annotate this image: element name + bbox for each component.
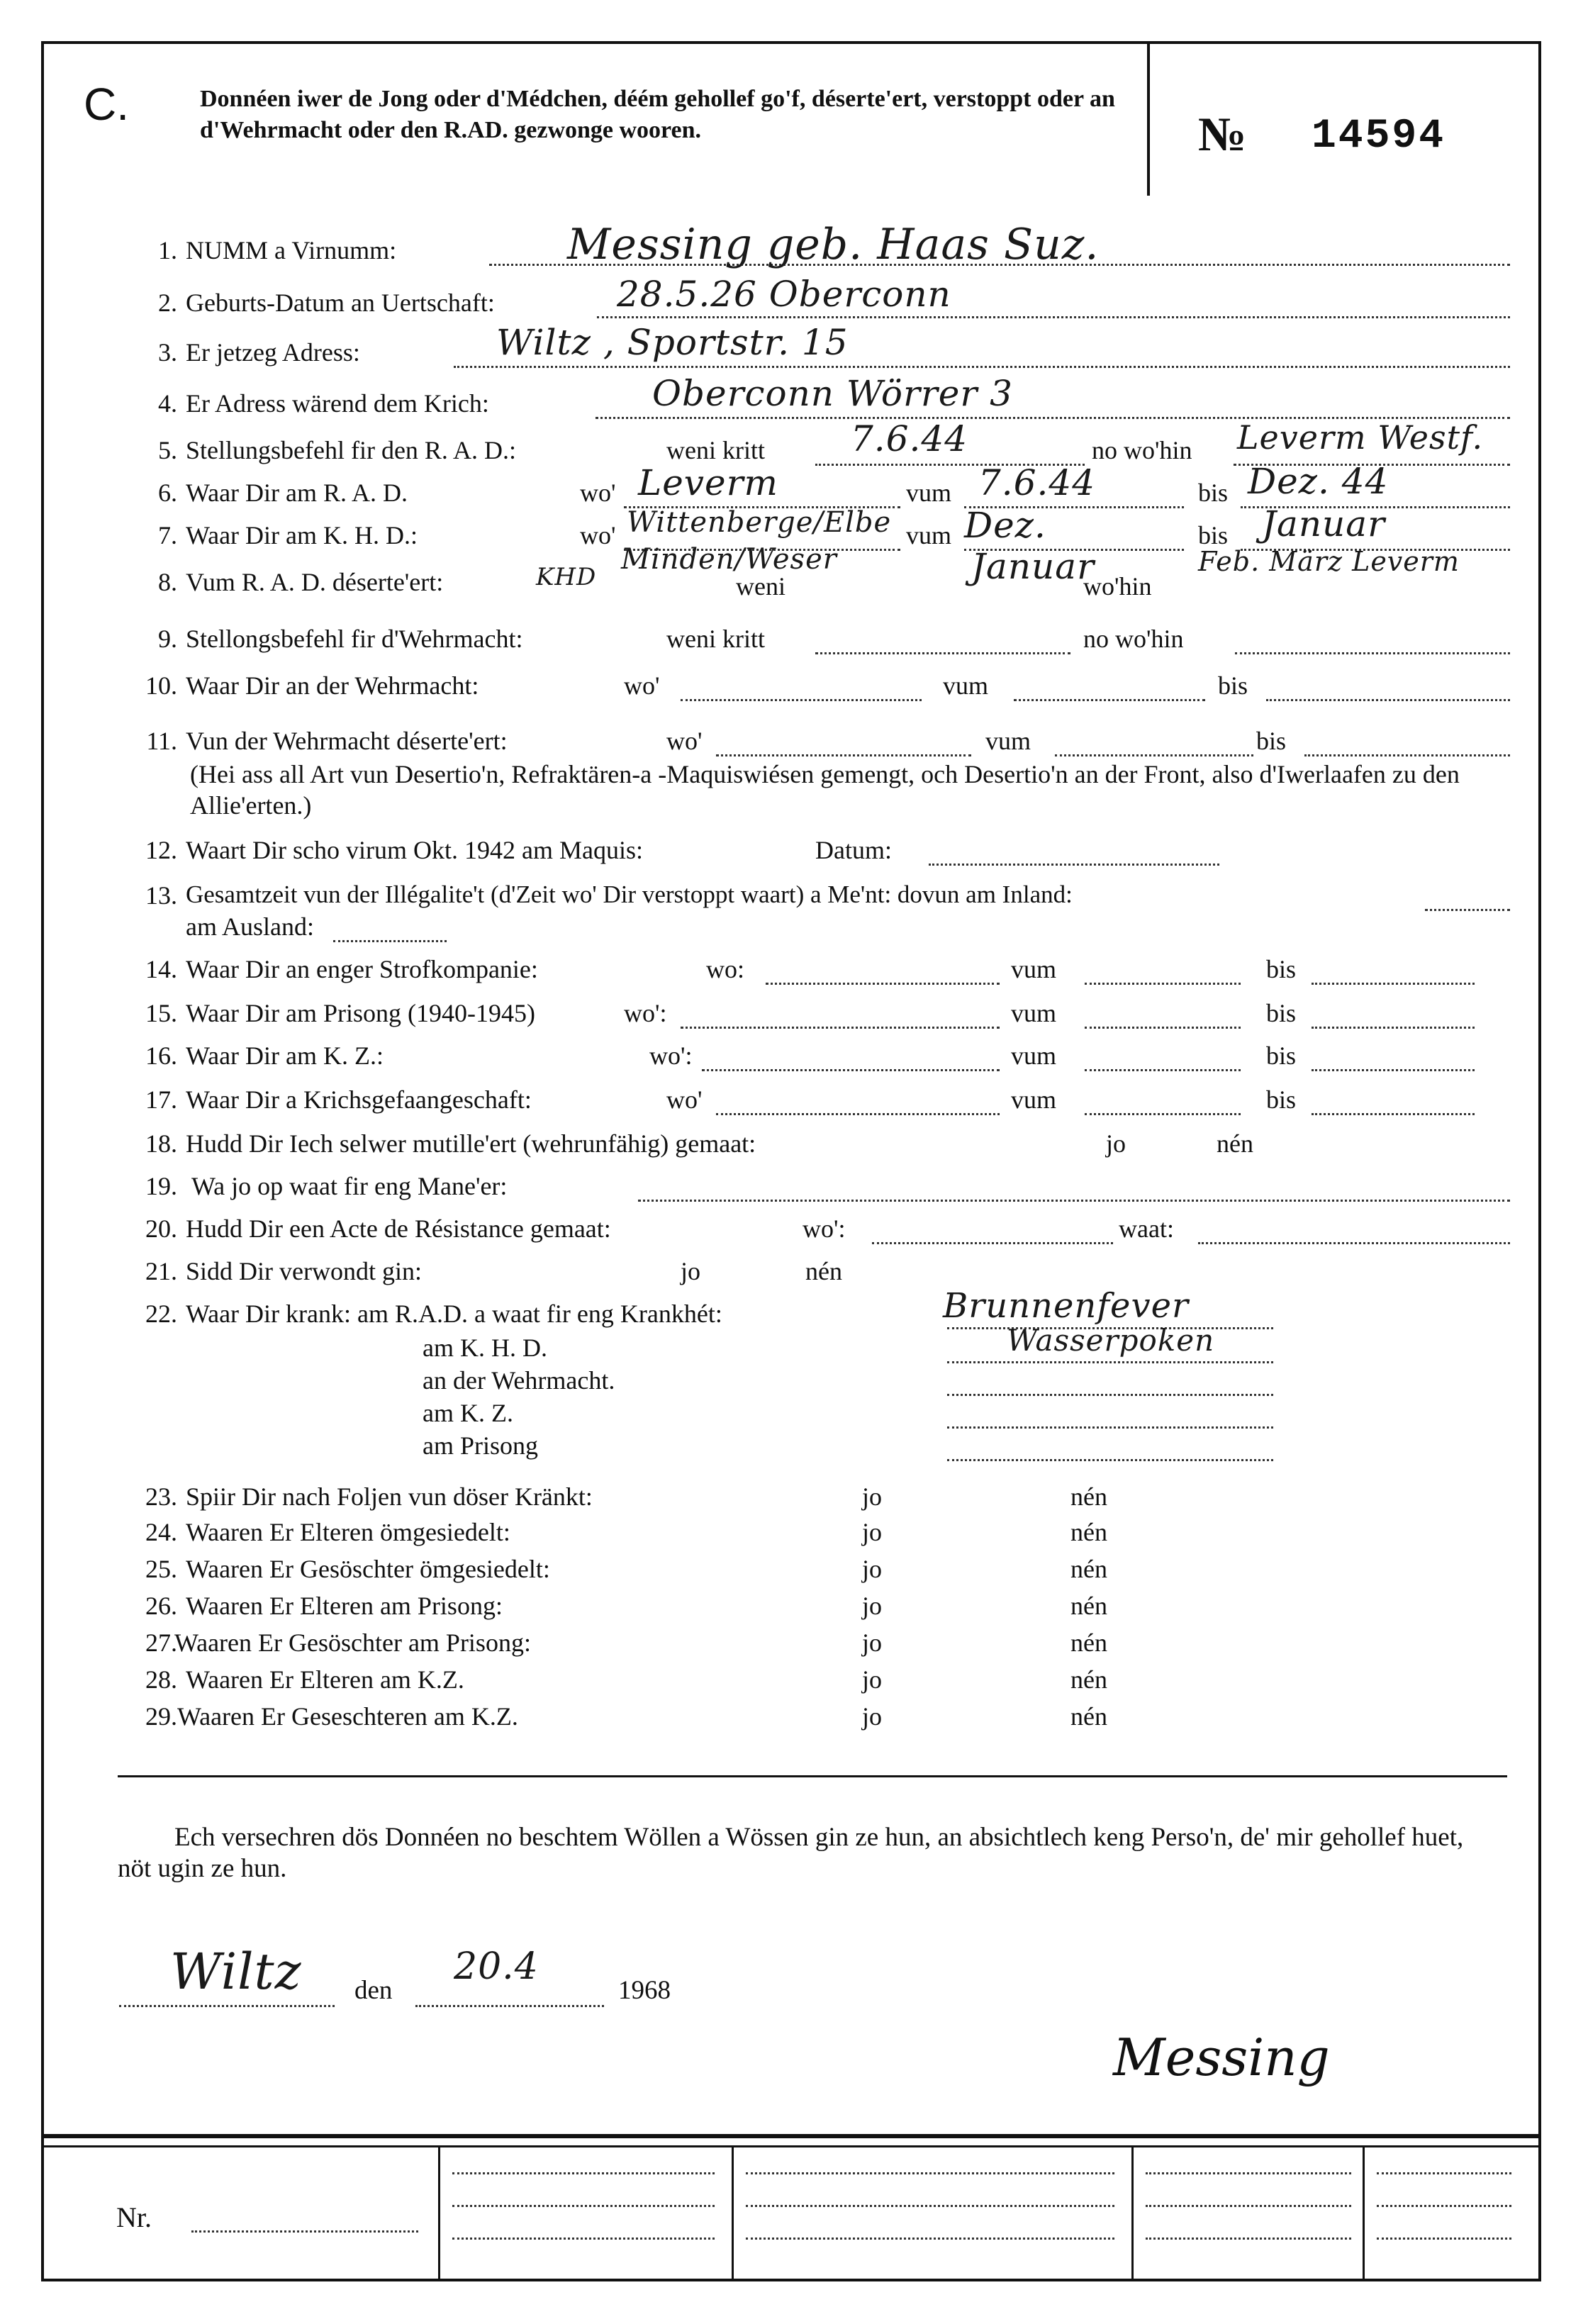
wo-label: wo' <box>666 727 703 755</box>
field-label: Stellungsbefehl fir den R. A. D.: <box>186 436 516 464</box>
nen-option[interactable]: nén <box>1070 1482 1107 1511</box>
declaration-text: Ech versechren dös Donnéen no beschtem Wöllen a Wössen gin ze hun, an absichtlech keng Perso'n, de' mir gehollef huet, nöt ugin ze hun. <box>118 1823 1464 1883</box>
vum-label: vum <box>1011 955 1057 983</box>
field-number: 9. <box>158 625 177 653</box>
signature: Messing <box>1113 2028 1330 2087</box>
wohin-label: no wo'hin <box>1092 436 1192 464</box>
waat-label: waat: <box>1119 1214 1174 1243</box>
field-label: Vun der Wehrmacht déserte'ert: <box>186 727 508 755</box>
field-label: Er Adress wärend dem Krich: <box>186 389 489 418</box>
form-number: 14594 <box>1312 113 1446 160</box>
bis-label: bis <box>1256 727 1287 755</box>
footer-line[interactable] <box>452 2205 715 2207</box>
field-label: Waar Dir an enger Strofkompanie: <box>186 955 538 983</box>
field-number: 7. <box>158 521 177 549</box>
vum-label: vum <box>985 727 1031 755</box>
bis-label: bis <box>1198 521 1229 549</box>
jo-option[interactable]: jo <box>862 1518 883 1546</box>
field-label: Er jetzeg Adress: <box>186 338 360 367</box>
field-number: 13. <box>145 881 177 910</box>
footer-col <box>438 2145 440 2281</box>
number-label: № <box>1198 107 1247 161</box>
nen-option[interactable]: nén <box>1217 1129 1253 1158</box>
field-number: 8. <box>158 568 177 596</box>
wohin-label: wo'hin <box>1083 572 1152 600</box>
handwritten-illness: Wasserpoken <box>1007 1323 1215 1358</box>
fill-line[interactable] <box>1085 1113 1241 1115</box>
section-letter: C. <box>84 79 129 130</box>
field-number: 20. <box>145 1214 177 1243</box>
field-number: 1. <box>158 236 177 264</box>
nen-option[interactable]: nén <box>1070 1665 1107 1694</box>
fill-line[interactable] <box>1312 1069 1475 1071</box>
field-label: Geburts-Datum an Uertschaft: <box>186 289 495 317</box>
vum-label: vum <box>906 521 952 549</box>
field-label: Gesamtzeit vun der Illégalite't (d'Zeit wo' Dir verstoppt waart) a Me'nt: dovun am Inland: <box>186 881 1073 908</box>
field-label: Hudd Dir een Acte de Résistance gemaat: <box>186 1214 611 1243</box>
wo-label: wo' <box>580 479 616 507</box>
nen-option[interactable]: nén <box>805 1257 842 1285</box>
footer-rule <box>44 2145 1538 2147</box>
handwritten-name: Messing geb. Haas Suz. <box>567 220 1100 269</box>
fill-line[interactable] <box>1198 1242 1510 1244</box>
field-label: Wa jo op waat fir eng Mane'er: <box>191 1172 508 1200</box>
desertion-note: (Hei ass all Art vun Desertio'n, Refraktären-a -Maquiswiésen gemengt, och Desertio'n an der Front, also d'Iwerlaafen zu den Allie'erten.) <box>190 760 1460 820</box>
fill-line[interactable] <box>1425 909 1510 911</box>
field-label: Waar Dir an der Wehrmacht: <box>186 671 479 700</box>
weni-label: weni kritt <box>666 625 765 653</box>
footer-line[interactable] <box>452 2172 715 2174</box>
field-label: Waaren Er Elteren ömgesiedelt: <box>186 1518 510 1546</box>
nen-option[interactable]: nén <box>1070 1629 1107 1657</box>
field-label: Waar Dir am K. H. D.: <box>186 521 418 549</box>
field-number: 2. <box>158 289 177 317</box>
weni-label: weni kritt <box>666 436 765 464</box>
sub-label: an der Wehrmacht. <box>423 1366 615 1395</box>
fill-line[interactable] <box>454 366 1510 368</box>
wohin-label: no wo'hin <box>1083 625 1184 653</box>
field-label: Waaren Er Elteren am K.Z. <box>186 1665 464 1694</box>
wo-label: wo' <box>666 1085 703 1114</box>
field-label: Waart Dir scho virum Okt. 1942 am Maquis: <box>186 836 643 864</box>
footer-top-rule <box>44 2134 1538 2138</box>
handwritten-illness: Brunnenfever <box>943 1286 1189 1326</box>
handwritten-address: Wiltz , Sportstr. 15 <box>496 322 849 363</box>
footer-line[interactable] <box>452 2238 715 2240</box>
field-number: 19. <box>145 1172 177 1200</box>
den-label: den <box>354 1976 393 2005</box>
bis-label: bis <box>1266 999 1297 1027</box>
footer-col <box>732 2145 734 2281</box>
field-number: 18. <box>145 1129 177 1158</box>
handwritten-place: Leverm Westf. <box>1237 418 1484 457</box>
fill-line[interactable] <box>716 1113 1000 1115</box>
divider <box>118 1775 1507 1777</box>
field-label: Waaren Er Gesöschter ömgesiedelt: <box>186 1555 550 1583</box>
wo-label: wo' <box>624 671 660 700</box>
nen-option[interactable]: nén <box>1070 1555 1107 1583</box>
place-line[interactable] <box>119 2005 335 2007</box>
field-label: Waar Dir am R. A. D. <box>186 479 408 507</box>
nr-line[interactable] <box>191 2230 418 2233</box>
field-label: Vum R. A. D. déserte'ert: <box>186 568 444 596</box>
field-number: 5. <box>158 436 177 464</box>
field-number: 6. <box>158 479 177 507</box>
jo-option[interactable]: jo <box>862 1555 883 1583</box>
fill-line[interactable] <box>716 754 971 756</box>
field-number: 15. <box>145 999 177 1027</box>
field-number: 4. <box>158 389 177 418</box>
handwritten-place: Feb. März Leverm <box>1198 546 1460 577</box>
date-line[interactable] <box>415 2005 604 2007</box>
vum-label: vum <box>1011 999 1057 1027</box>
footer-line[interactable] <box>1377 2205 1511 2207</box>
field-number: 21. <box>145 1257 177 1285</box>
sub-label: am K. Z. <box>423 1399 513 1427</box>
jo-option[interactable]: jo <box>862 1592 883 1620</box>
handwritten-place: Leverm <box>638 462 778 503</box>
field-label: Waar Dir krank: am R.A.D. a waat fir eng Krankhét: <box>186 1300 722 1328</box>
footer-line[interactable] <box>746 2172 1114 2174</box>
nen-option[interactable]: nén <box>1070 1702 1107 1731</box>
fill-line[interactable] <box>702 1069 1000 1071</box>
footer-col <box>1363 2145 1365 2281</box>
handwritten-place: Wiltz <box>170 1943 302 2001</box>
vum-label: vum <box>943 671 989 700</box>
vum-label: vum <box>1011 1085 1057 1114</box>
wo-label: wo' <box>580 521 616 549</box>
field-number: 24. <box>145 1518 177 1546</box>
handwritten-date: Januar <box>971 546 1095 587</box>
bis-label: bis <box>1266 1041 1297 1070</box>
wo-label: wo': <box>649 1041 693 1070</box>
field-number: 28. <box>145 1665 177 1694</box>
fill-line[interactable] <box>872 1242 1113 1244</box>
field-number: 3. <box>158 338 177 367</box>
field-number: 27. <box>145 1629 177 1657</box>
fill-line[interactable] <box>1312 1027 1475 1029</box>
datum-label: Datum: <box>815 836 892 864</box>
field-number: 26. <box>145 1592 177 1620</box>
handwritten-birth: 28.5.26 Oberconn <box>617 274 951 315</box>
bis-label: bis <box>1198 479 1229 507</box>
footer-col <box>1131 2145 1134 2281</box>
wo-label: wo': <box>624 999 667 1027</box>
field-label: Waaren Er Geseschteren am K.Z. <box>177 1702 518 1731</box>
field-number: 23. <box>145 1482 177 1511</box>
handwritten-place: Wittenberge/Elbe <box>627 506 892 539</box>
nen-option[interactable]: nén <box>1070 1592 1107 1620</box>
fill-line[interactable] <box>947 1394 1273 1396</box>
field-label: Waaren Er Gesöschter am Prisong: <box>174 1629 531 1657</box>
fill-line[interactable] <box>1312 983 1475 985</box>
fill-line[interactable] <box>681 1027 1000 1029</box>
handwritten-date: 7.6.44 <box>978 462 1096 503</box>
handwritten-date: Januar <box>1262 503 1385 544</box>
jo-option[interactable]: jo <box>681 1257 701 1285</box>
handwritten-date: Dez. 44 <box>1248 461 1389 502</box>
field-label: Waar Dir am Prisong (1940-1945) <box>186 999 535 1027</box>
bis-label: bis <box>1266 1085 1297 1114</box>
field-label: Sidd Dir verwondt gin: <box>186 1257 422 1285</box>
jo-option[interactable]: jo <box>862 1629 883 1657</box>
footer-line[interactable] <box>1377 2238 1511 2240</box>
fill-line[interactable] <box>1085 1069 1241 1071</box>
footer-line[interactable] <box>1146 2172 1351 2174</box>
wo-label: wo': <box>803 1214 846 1243</box>
fill-line[interactable] <box>1085 983 1241 985</box>
field-number: 16. <box>145 1041 177 1070</box>
handwritten-place: Minden/Weser <box>621 543 837 576</box>
jo-option[interactable]: jo <box>862 1482 883 1511</box>
year: 1968 <box>618 1976 671 2005</box>
handwritten-note: KHD <box>536 563 597 591</box>
fill-line[interactable] <box>947 1426 1273 1429</box>
footer-line[interactable] <box>746 2205 1114 2207</box>
fill-line[interactable] <box>1304 754 1510 756</box>
fill-line[interactable] <box>1266 699 1510 701</box>
handwritten-war-address: Oberconn Wörrer 3 <box>652 373 1013 414</box>
weni-label: weni <box>736 572 785 600</box>
field-label: am Ausland: <box>186 912 314 941</box>
vum-label: vum <box>906 479 952 507</box>
jo-option[interactable]: jo <box>862 1702 883 1731</box>
footer-line[interactable] <box>1146 2205 1351 2207</box>
fill-line[interactable] <box>333 940 447 942</box>
form-title: Donnéen iwer de Jong oder d'Médchen, déém gehollef go'f, déserte'ert, verstoppt oder an d'Wehrmacht oder den R.AD. gezwonge wooren. <box>200 86 1115 143</box>
nr-label: Nr. <box>116 2201 152 2233</box>
handwritten-date: 20.4 <box>454 1945 539 1988</box>
field-number: 25. <box>145 1555 177 1583</box>
footer-line[interactable] <box>746 2238 1114 2240</box>
handwritten-date: 7.6.44 <box>851 418 968 459</box>
wo-label: wo: <box>706 955 744 983</box>
fill-line[interactable] <box>929 864 1219 866</box>
field-label: Waar Dir am K. Z.: <box>186 1041 384 1070</box>
field-number: 11. <box>146 727 177 755</box>
field-number: 29. <box>145 1702 177 1731</box>
field-label: Waar Dir a Krichsgefaangeschaft: <box>186 1085 532 1114</box>
nen-option[interactable]: nén <box>1070 1518 1107 1546</box>
footer-line[interactable] <box>1377 2172 1511 2174</box>
field-label: NUMM a Virnumm: <box>186 236 397 264</box>
field-number: 22. <box>145 1300 177 1328</box>
jo-option[interactable]: jo <box>1106 1129 1126 1158</box>
fill-line[interactable] <box>1235 652 1510 654</box>
handwritten-date: Dez. <box>964 505 1046 546</box>
fill-line[interactable] <box>681 699 922 701</box>
field-number: 17. <box>145 1085 177 1114</box>
jo-option[interactable]: jo <box>862 1665 883 1694</box>
bis-label: bis <box>1266 955 1297 983</box>
fill-line[interactable] <box>638 1200 1510 1202</box>
fill-line[interactable] <box>597 316 1510 318</box>
sub-label: am K. H. D. <box>423 1334 547 1362</box>
bis-label: bis <box>1218 671 1248 700</box>
field-number: 10. <box>145 671 177 700</box>
field-label: Hudd Dir Iech selwer mutille'ert (wehrunfähig) gemaat: <box>186 1129 756 1158</box>
field-label: Waaren Er Elteren am Prisong: <box>186 1592 503 1620</box>
vum-label: vum <box>1011 1041 1057 1070</box>
fill-line[interactable] <box>1055 754 1253 756</box>
fill-line[interactable] <box>1312 1113 1475 1115</box>
fill-line[interactable] <box>947 1459 1273 1461</box>
field-number: 14. <box>145 955 177 983</box>
fill-line[interactable] <box>1014 699 1205 701</box>
fill-line[interactable] <box>947 1361 1273 1363</box>
field-label: Spiir Dir nach Foljen vun döser Kränkt: <box>186 1482 593 1511</box>
field-label: Stellongsbefehl fir d'Wehrmacht: <box>186 625 523 653</box>
footer-line[interactable] <box>1146 2238 1351 2240</box>
header-divider <box>1147 44 1150 196</box>
fill-line[interactable] <box>1085 1027 1241 1029</box>
field-number: 12. <box>145 836 177 864</box>
fill-line[interactable] <box>766 983 1000 985</box>
sub-label: am Prisong <box>423 1431 539 1460</box>
fill-line[interactable] <box>815 652 1070 654</box>
